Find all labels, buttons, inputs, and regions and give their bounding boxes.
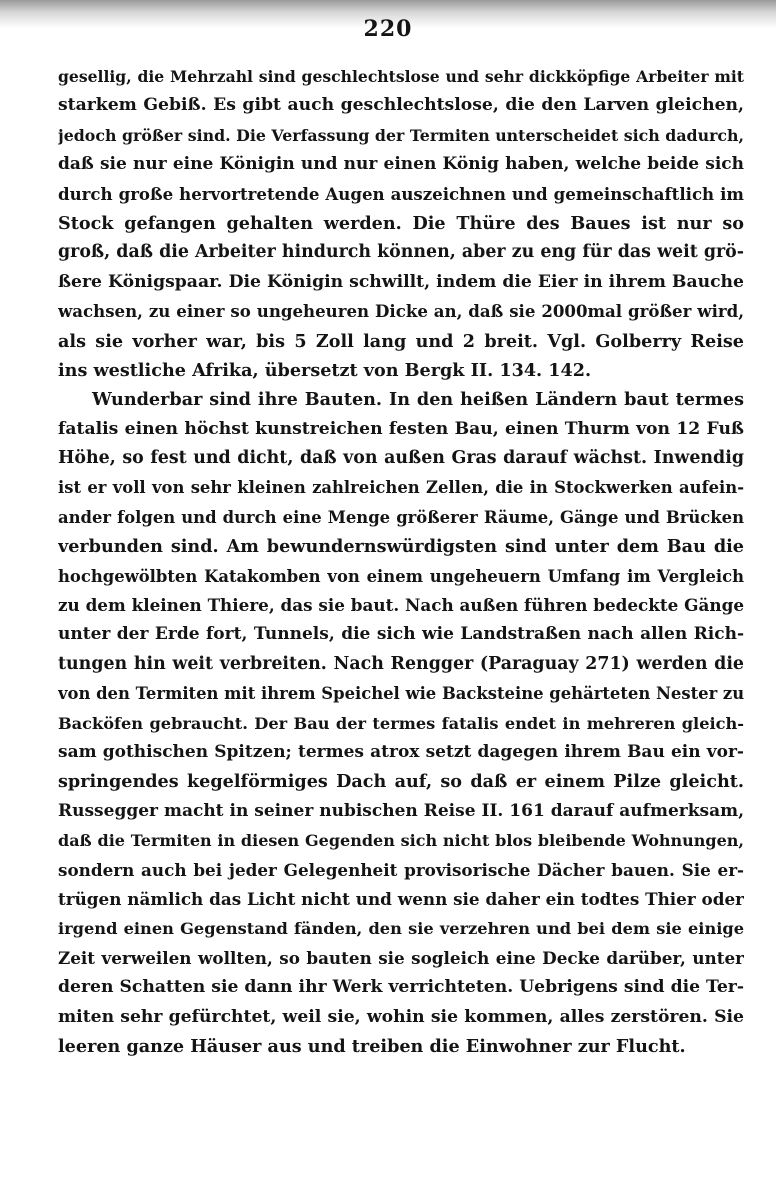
text-line: gesellig, die Mehrzahl sind geschlechtslose und sehr dickköpfige Arbeiter mit — [58, 67, 744, 86]
text-line: unter der Erde fort, Tunnels, die sich wie Landstraßen nach allen Rich- — [58, 624, 744, 645]
text-line: zu dem kleinen Thiere, das sie baut. Nach außen führen bedeckte Gänge — [58, 595, 744, 616]
text-line: von den Termiten mit ihrem Speichel wie Backsteine gehärteten Nester zu — [58, 684, 744, 704]
text-line: fatalis einen höchst kunstreichen festen Bau, einen Thurm von 12 Fuß — [58, 418, 744, 439]
text-line: als sie vorher war, bis 5 Zoll lang und 2 breit. Vgl. Golberry Reise — [58, 330, 744, 352]
text-line: ßere Königspaar. Die Königin schwillt, indem die Eier in ihrem Bauche — [58, 271, 744, 292]
text-line: daß sie nur eine Königin und nur einen König haben, welche beide sich — [58, 154, 744, 175]
text-line: ist er voll von sehr kleinen zahlreichen Zellen, die in Stockwerken aufein- — [58, 478, 744, 498]
text-line: jedoch größer sind. Die Verfassung der Termiten unterscheidet sich dadurch, — [58, 125, 744, 145]
text-line: verbunden sind. Am bewundernswürdigsten sind unter dem Bau die — [58, 536, 744, 558]
text-line: trügen nämlich das Licht nicht und wenn sie daher ein todtes Thier oder — [58, 888, 744, 909]
text-line: irgend einen Gegenstand fänden, den sie verzehren und bei dem sie einige — [58, 919, 744, 939]
text-line: wachsen, zu einer so ungeheuren Dicke an, daß sie 2000mal größer wird, — [58, 301, 744, 322]
text-line: Stock gefangen gehalten werden. Die Thüre des Baues ist nur so — [58, 212, 744, 234]
text-line: miten sehr gefürchtet, weil sie, wohin sie kommen, alles zerstören. Sie — [58, 1006, 744, 1027]
text-line: sondern auch bei jeder Gelegenheit provisorische Dächer bauen. Sie er- — [58, 859, 744, 880]
paragraph-start-line: Wunderbar sind ihre Bauten. In den heißen Ländern baut termes — [92, 389, 744, 411]
text-line: Russegger macht in seiner nubischen Reise II. 161 darauf aufmerksam, — [58, 800, 744, 821]
text-line: tungen hin weit verbreiten. Nach Rengger (Paraguay 271) werden die — [58, 653, 744, 674]
text-line: sam gothischen Spitzen; termes atrox setzt dagegen ihrem Bau ein vor- — [58, 741, 744, 762]
text-line: deren Schatten sie dann ihr Werk verrichteten. Uebrigens sind die Ter- — [58, 977, 744, 998]
text-line: Zeit verweilen wollten, so bauten sie sogleich eine Decke darüber, unter — [58, 947, 744, 968]
text-line: ander folgen und durch eine Menge größerer Räume, Gänge und Brücken — [58, 507, 744, 527]
text-line: springendes kegelförmiges Dach auf, so daß er einem Pilze gleicht. — [58, 771, 744, 793]
page-number: 220 — [363, 16, 413, 42]
text-line: groß, daß die Arbeiter hindurch können, aber zu eng für das weit grö- — [58, 242, 744, 263]
text-line: ins westliche Afrika, übersetzt von Bergk II. 134. 142. — [58, 359, 592, 381]
text-line: Höhe, so fest und dicht, daß von außen Gras darauf wächst. Inwendig — [58, 448, 744, 469]
text-line: durch große hervortretende Augen auszeichnen und gemeinschaftlich im — [58, 183, 744, 204]
text-line: Backöfen gebraucht. Der Bau der termes fatalis endet in mehreren gleich- — [58, 713, 744, 733]
text-line: daß die Termiten in diesen Gegenden sich nicht blos bleibende Wohnungen, — [58, 831, 744, 851]
text-line: starkem Gebiß. Es gibt auch geschlechtslose, die den Larven gleichen, — [58, 95, 744, 116]
text-line: hochgewölbten Katakomben von einem ungeheuern Umfang im Vergleich — [58, 566, 744, 586]
text-line: leeren ganze Häuser aus und treiben die Einwohner zur Flucht. — [58, 1035, 686, 1057]
body-text — [58, 62, 744, 1061]
